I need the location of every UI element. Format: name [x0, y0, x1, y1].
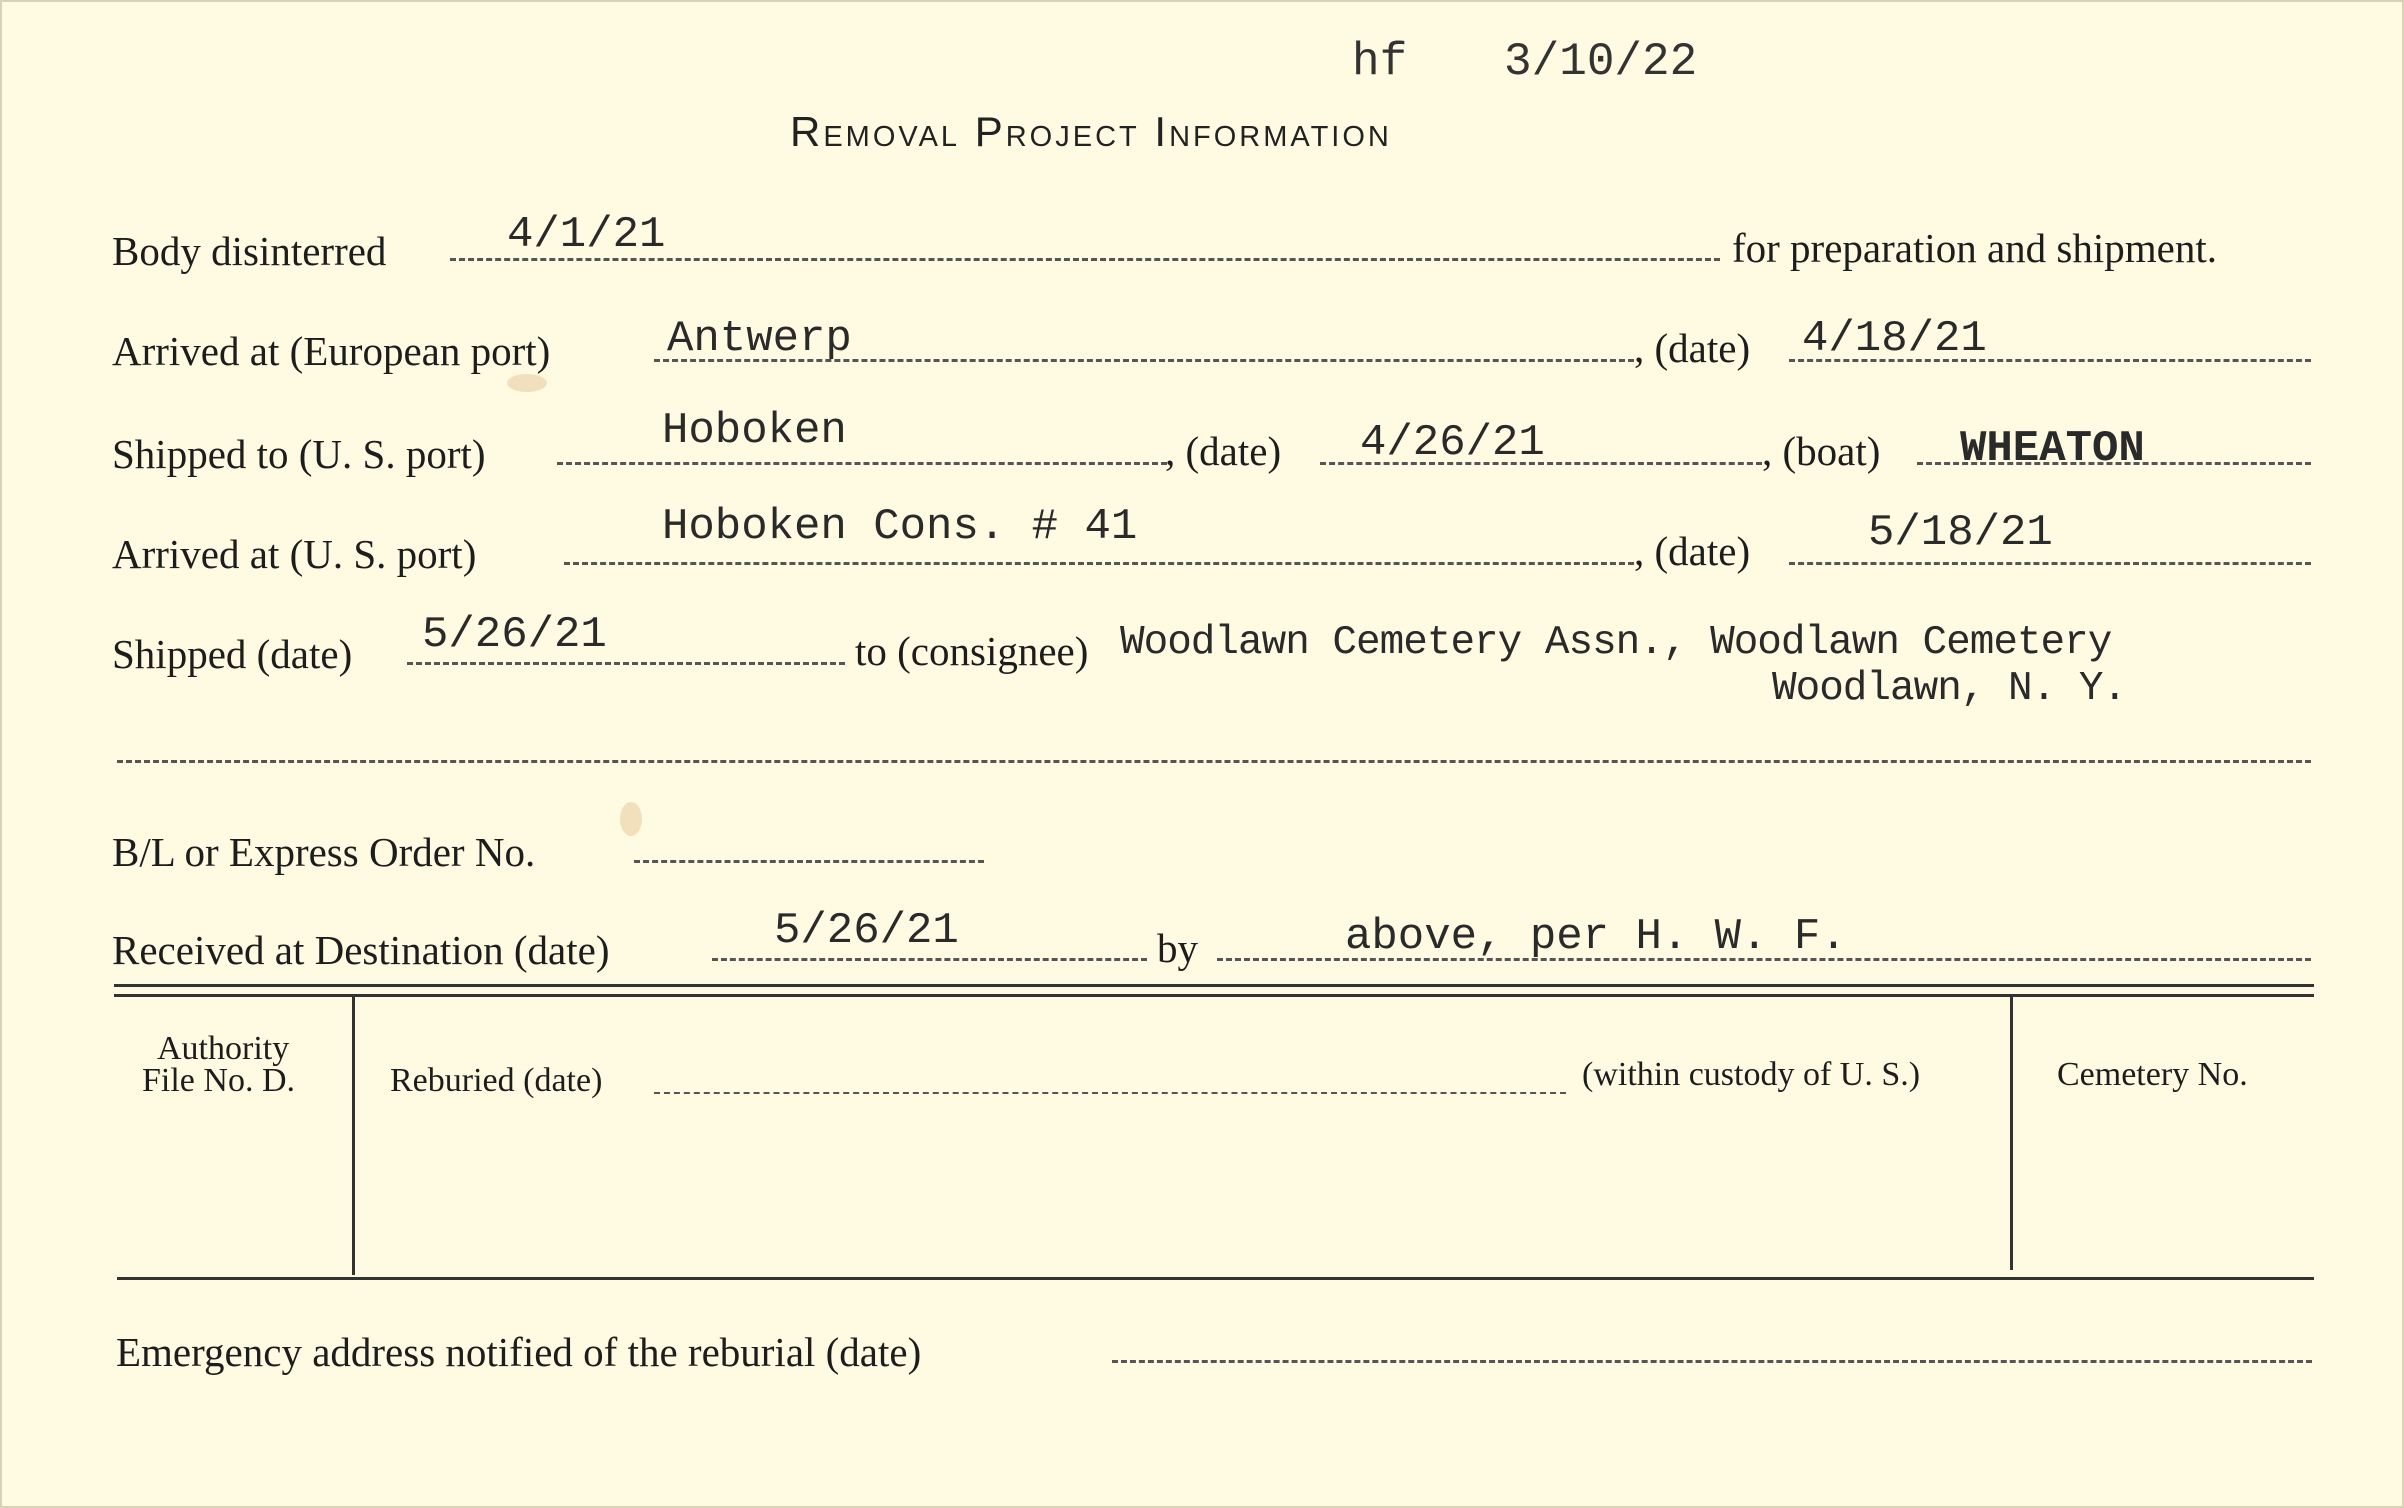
arrived-us-port-date-label: , (date) — [1634, 528, 1751, 574]
fill-line — [634, 860, 984, 863]
european-port-date-label: , (date) — [1634, 325, 1751, 371]
received-by-label: by — [1157, 925, 1198, 971]
fill-line — [564, 562, 1634, 565]
header-date: 3/10/22 — [1504, 36, 1698, 88]
column-divider-right — [2010, 997, 2013, 1270]
authority-label-line1: Authority — [157, 1030, 290, 1067]
fill-line — [1112, 1360, 2312, 1363]
consignee-label: to (consignee) — [855, 628, 1089, 674]
fill-line — [117, 760, 2311, 763]
shipped-value: 5/26/21 — [422, 610, 607, 660]
arrived-us-port-value: Hoboken Cons. # 41 — [662, 502, 1138, 552]
fill-line — [1789, 562, 2311, 565]
arrived-us-port-date-value: 5/18/21 — [1868, 508, 2053, 558]
shipped-label: Shipped (date) — [112, 631, 353, 677]
authority-label-line2: File No. D. — [142, 1062, 295, 1099]
fill-line — [407, 662, 845, 665]
cemetery-no-label: Cemetery No. — [2057, 1056, 2248, 1093]
page-title: Removal Project Information — [790, 108, 1392, 155]
arrived-european-port-label: Arrived at (European port) — [112, 328, 551, 374]
stain-mark — [620, 802, 642, 836]
received-destination-label: Received at Destination (date) — [112, 927, 610, 973]
column-divider-left — [352, 997, 355, 1275]
double-rule-top — [114, 984, 2314, 987]
received-destination-value: 5/26/21 — [774, 906, 959, 956]
body-disinterred-label: Body disinterred — [112, 228, 387, 274]
boat-label: , (boat) — [1762, 428, 1881, 474]
consignee-value-line1: Woodlawn Cemetery Assn., Woodlawn Cemetery — [1120, 620, 2112, 666]
body-disinterred-value: 4/1/21 — [507, 210, 666, 260]
consignee-value-line2: Woodlawn, N. Y. — [1772, 666, 2127, 712]
us-port-value: Hoboken — [662, 406, 847, 456]
double-rule-bottom — [114, 994, 2314, 997]
custody-label: (within custody of U. S.) — [1582, 1056, 1921, 1093]
received-by-value: above, per H. W. F. — [1345, 912, 1847, 962]
arrived-us-port-label: Arrived at (U. S. port) — [112, 531, 477, 577]
european-port-date-value: 4/18/21 — [1802, 314, 1987, 364]
bl-express-label: B/L or Express Order No. — [112, 829, 536, 875]
fill-line — [654, 1092, 1566, 1094]
reburied-label: Reburied (date) — [390, 1062, 603, 1099]
shipped-to-us-port-label: Shipped to (U. S. port) — [112, 431, 486, 477]
fill-line — [557, 462, 1167, 465]
stain-mark — [507, 374, 547, 392]
fill-line — [712, 958, 1147, 961]
shipped-date-value: 4/26/21 — [1360, 418, 1545, 468]
boat-value: WHEATON — [1960, 424, 2145, 474]
emergency-address-label: Emergency address notified of the reburial (date) — [116, 1329, 922, 1375]
european-port-value: Antwerp — [667, 314, 852, 364]
table-bottom-rule — [117, 1277, 2314, 1280]
header-initials: hf — [1352, 36, 1408, 88]
shipped-date-label: , (date) — [1165, 428, 1282, 474]
preparation-shipment-text: for preparation and shipment. — [1732, 225, 2218, 271]
